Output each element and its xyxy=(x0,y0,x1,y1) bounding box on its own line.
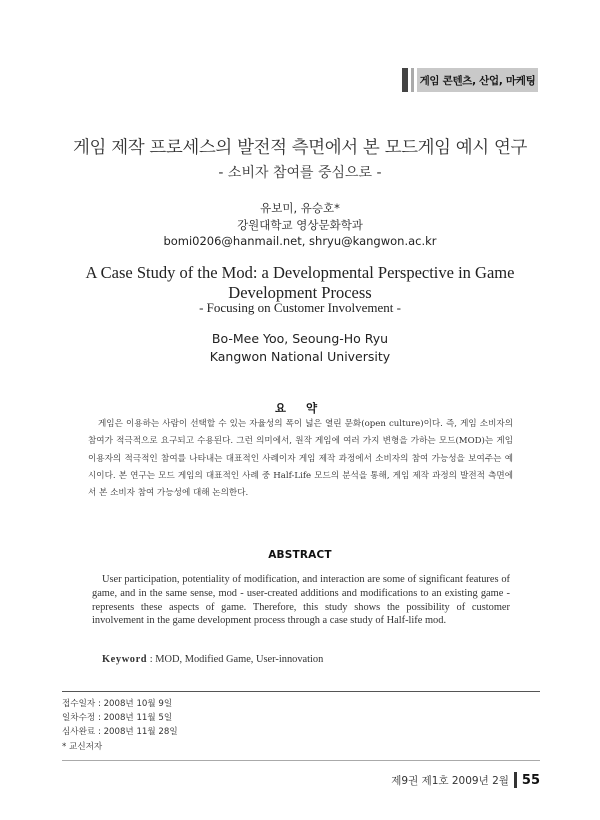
section-tag-bar-light xyxy=(411,68,414,92)
keyword-text: : MOD, Modified Game, User-innovation xyxy=(149,654,324,665)
footer-divider xyxy=(62,760,540,761)
paper-title-en-line1: A Case Study of the Mod: a Developmental Perspective in Game xyxy=(85,263,515,282)
footnote-corresponding: * 교신저자 xyxy=(62,742,103,752)
section-tag xyxy=(402,68,538,92)
section-tag-bar xyxy=(402,68,408,92)
abstract-ko-body: 게임은 이용하는 사람이 선택할 수 있는 자율성의 폭이 넓은 열린 문화(open culture)이다. 즉, 게임 소비자의 참여가 적극적으로 요구되고 수용된다. 그런 의미에서, 원작 게임에 여러 가지 변형을 가하는 모드(MOD)는 게임 이용자의 적극적인 참여를 나타내는 대표적인 사례이자 게임 제작 과정에서 소비자의 참여 가능성을 보여주는 예시이다. 본 연구는 모드 게임의 대표적인 사례 중 Half-Life 모드의 분석을 통해, 게임 제작 과정의 발전적 측면에서 본 소비자 참여 가능성에 대해 논의한다. xyxy=(88,419,513,499)
footer-bar xyxy=(514,772,517,788)
paper-title-ko: 게임 제작 프로세스의 발전적 측면에서 본 모드게임 예시 연구 xyxy=(73,138,527,158)
paper-title-en-line2: Development Process xyxy=(228,283,372,302)
keywords xyxy=(102,654,323,665)
journal-issue: 제9권 제1호 2009년 2월 xyxy=(391,774,509,787)
footnote-divider xyxy=(62,691,540,692)
paper-subtitle-en: - Focusing on Customer Involvement - xyxy=(199,300,401,315)
page-number: 55 xyxy=(521,772,540,788)
abstract-en-heading: ABSTRACT xyxy=(268,549,332,561)
footnote-accepted: 심사완료 : 2008년 11월 28일 xyxy=(62,727,178,737)
authors-ko: 유보미, 유승호* xyxy=(260,201,340,215)
paper-subtitle-ko: - 소비자 참여를 중심으로 - xyxy=(218,165,382,181)
footnote-received: 접수일자 : 2008년 10월 9일 xyxy=(62,699,173,709)
abstract-ko-heading: 요 약 xyxy=(274,401,326,415)
authors-en: Bo-Mee Yoo, Seoung-Ho Ryu xyxy=(211,331,389,346)
keyword-label: Keyword xyxy=(102,654,148,665)
footnote-revised: 일차수정 : 2008년 11월 5일 xyxy=(62,713,173,723)
page-footer xyxy=(370,770,540,790)
author-emails: bomi0206@hanmail.net, shryu@kangwon.ac.kr xyxy=(163,234,437,248)
affiliation-en: Kangwon National University xyxy=(209,349,391,364)
section-tag-label: 게임 콘텐츠, 산업, 마케팅 xyxy=(417,68,538,92)
paper-title-en xyxy=(0,263,600,303)
affiliation-ko: 강원대학교 영상문화학과 xyxy=(237,218,363,232)
abstract-en-body: User participation, potentiality of modification, and interaction are some of significant features of game, and in the same sense, mod - user-created additions and modifications to an existing game - represents these aspects of game. Therefore, this study shows the possibility of customer involvement in the game development process through a case study of Half-life mod. xyxy=(92,574,510,627)
